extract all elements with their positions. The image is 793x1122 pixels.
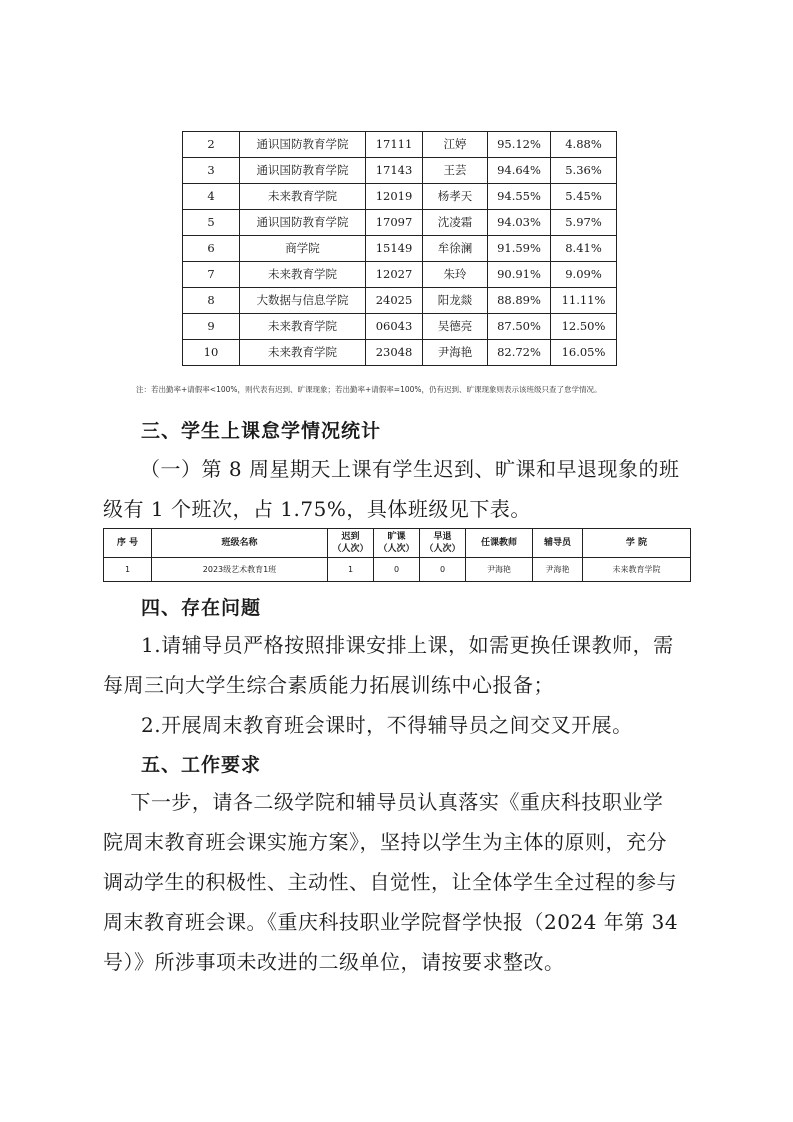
cell-class-code: 24025 — [366, 288, 423, 314]
cell-college-name: 未来教育学院 — [240, 184, 366, 210]
header-early: 早退 （人次） — [420, 529, 466, 558]
section-5-heading: 五、工作要求 — [141, 754, 262, 776]
cell-college: 未来教育学院 — [583, 558, 691, 582]
cell-teacher-name: 王芸 — [423, 158, 488, 184]
cell-row-number: 8 — [183, 288, 240, 314]
cell-teacher-name: 牟徐澜 — [423, 236, 488, 262]
cell-college-name: 未来教育学院 — [240, 314, 366, 340]
cell-row-number: 2 — [183, 132, 240, 158]
section-5-paragraph — [103, 782, 703, 982]
cell-absence-rate: 4.88% — [551, 132, 617, 158]
section-5-line: 院周末教育班会课实施方案》，坚持以学生为主体的原则，充分 — [103, 830, 667, 854]
header-counselor: 辅导员 — [533, 529, 583, 558]
cell-class-code: 12027 — [366, 262, 423, 288]
cell-attendance-rate: 95.12% — [488, 132, 551, 158]
section-4-item-2: 2.开展周末教育班会课时，不得辅导员之间交叉开展。 — [141, 713, 633, 737]
cell-no: 1 — [104, 558, 152, 582]
cell-teacher-name: 阳龙燚 — [423, 288, 488, 314]
section-3-heading: 三、学生上课怠学情况统计 — [141, 420, 382, 442]
cell-absence-rate: 5.97% — [551, 210, 617, 236]
cell-attendance-rate: 88.89% — [488, 288, 551, 314]
cell-class-code: 12019 — [366, 184, 423, 210]
cell-college-name: 通识国防教育学院 — [240, 158, 366, 184]
cell-college-name: 通识国防教育学院 — [240, 210, 366, 236]
cell-class-code: 17111 — [366, 132, 423, 158]
ranking-table-row — [183, 314, 617, 340]
lateness-table-header-row — [104, 529, 691, 558]
section-4-item-1-line-2: 每周三向大学生综合素质能力拓展训练中心报备； — [103, 673, 554, 697]
cell-class-name: 2023级艺术教育1班 — [152, 558, 328, 582]
cell-attendance-rate: 94.64% — [488, 158, 551, 184]
ranking-table-row — [183, 236, 617, 262]
ranking-table-row — [183, 210, 617, 236]
cell-college-name: 大数据与信息学院 — [240, 288, 366, 314]
cell-college-name: 通识国防教育学院 — [240, 132, 366, 158]
section-4-item-1-line-1: 1.请辅导员严格按照排课安排上课，如需更换任课教师，需 — [141, 633, 674, 657]
header-no: 序 号 — [104, 529, 152, 558]
section-3-paragraph-line-2: 级有 1 个班次，占 1.75%，具体班级见下表。 — [103, 497, 531, 521]
cell-row-number: 7 — [183, 262, 240, 288]
cell-teacher-name: 吴德亮 — [423, 314, 488, 340]
cell-attendance-rate: 87.50% — [488, 314, 551, 340]
cell-absence-rate: 16.05% — [551, 340, 617, 366]
ranking-table-row — [183, 184, 617, 210]
header-teacher: 任课教师 — [466, 529, 533, 558]
attendance-ranking-table — [182, 131, 617, 366]
cell-early: 0 — [420, 558, 466, 582]
lateness-table-body — [104, 558, 691, 582]
cell-attendance-rate: 91.59% — [488, 236, 551, 262]
cell-college-name: 未来教育学院 — [240, 340, 366, 366]
section-5-line: 下一步，请各二级学院和辅导员认真落实《重庆科技职业学 — [103, 790, 664, 814]
cell-late: 1 — [328, 558, 374, 582]
cell-absence-rate: 5.36% — [551, 158, 617, 184]
header-college: 学 院 — [583, 529, 691, 558]
cell-teacher-name: 尹海艳 — [423, 340, 488, 366]
table-footnote: 注：若出勤率+请假率<100%，则代表有迟到、旷课现象；若出勤率+请假率=100%，仍有迟到、旷课现象则表示该班级只查了怠学情况。 — [136, 385, 602, 394]
cell-class-code: 06043 — [366, 314, 423, 340]
cell-absence-rate: 5.45% — [551, 184, 617, 210]
cell-college-name: 商学院 — [240, 236, 366, 262]
cell-teacher-name: 杨孝天 — [423, 184, 488, 210]
header-class-name: 班级名称 — [152, 529, 328, 558]
ranking-table-row — [183, 158, 617, 184]
cell-absence-rate: 8.41% — [551, 236, 617, 262]
cell-attendance-rate: 82.72% — [488, 340, 551, 366]
cell-counselor: 尹海艳 — [533, 558, 583, 582]
ranking-table-row — [183, 262, 617, 288]
cell-attendance-rate: 94.55% — [488, 184, 551, 210]
cell-absence-rate: 9.09% — [551, 262, 617, 288]
section-5-line: 调动学生的积极性、主动性、自觉性，让全体学生全过程的参与 — [103, 870, 677, 894]
cell-class-code: 23048 — [366, 340, 423, 366]
cell-teacher: 尹海艳 — [466, 558, 533, 582]
cell-absence-rate: 12.50% — [551, 314, 617, 340]
cell-row-number: 4 — [183, 184, 240, 210]
ranking-table-row — [183, 132, 617, 158]
cell-row-number: 3 — [183, 158, 240, 184]
ranking-table-body — [183, 132, 617, 366]
cell-college-name: 未来教育学院 — [240, 262, 366, 288]
header-absent: 旷课 （人次） — [374, 529, 420, 558]
cell-class-code: 17143 — [366, 158, 423, 184]
section-5-line: 号）》所涉事项未改进的二级单位，请按要求整改。 — [103, 950, 565, 974]
cell-row-number: 6 — [183, 236, 240, 262]
ranking-table-row — [183, 340, 617, 366]
cell-class-code: 17097 — [366, 210, 423, 236]
cell-teacher-name: 朱玲 — [423, 262, 488, 288]
cell-row-number: 9 — [183, 314, 240, 340]
ranking-table-row — [183, 288, 617, 314]
cell-absence-rate: 11.11% — [551, 288, 617, 314]
section-3-paragraph-line-1: （一）第 8 周星期天上课有学生迟到、旷课和早退现象的班 — [140, 457, 680, 481]
cell-attendance-rate: 90.91% — [488, 262, 551, 288]
lateness-table-row — [104, 558, 691, 582]
cell-attendance-rate: 94.03% — [488, 210, 551, 236]
cell-absent: 0 — [374, 558, 420, 582]
section-4-heading: 四、存在问题 — [141, 597, 262, 619]
cell-class-code: 15149 — [366, 236, 423, 262]
header-late: 迟到 （人次） — [328, 529, 374, 558]
cell-row-number: 5 — [183, 210, 240, 236]
lateness-class-table — [103, 528, 691, 582]
cell-row-number: 10 — [183, 340, 240, 366]
section-5-line: 周末教育班会课。《重庆科技职业学院督学快报（2024 年第 34 — [103, 910, 679, 934]
cell-teacher-name: 沈凌霜 — [423, 210, 488, 236]
cell-teacher-name: 江婷 — [423, 132, 488, 158]
